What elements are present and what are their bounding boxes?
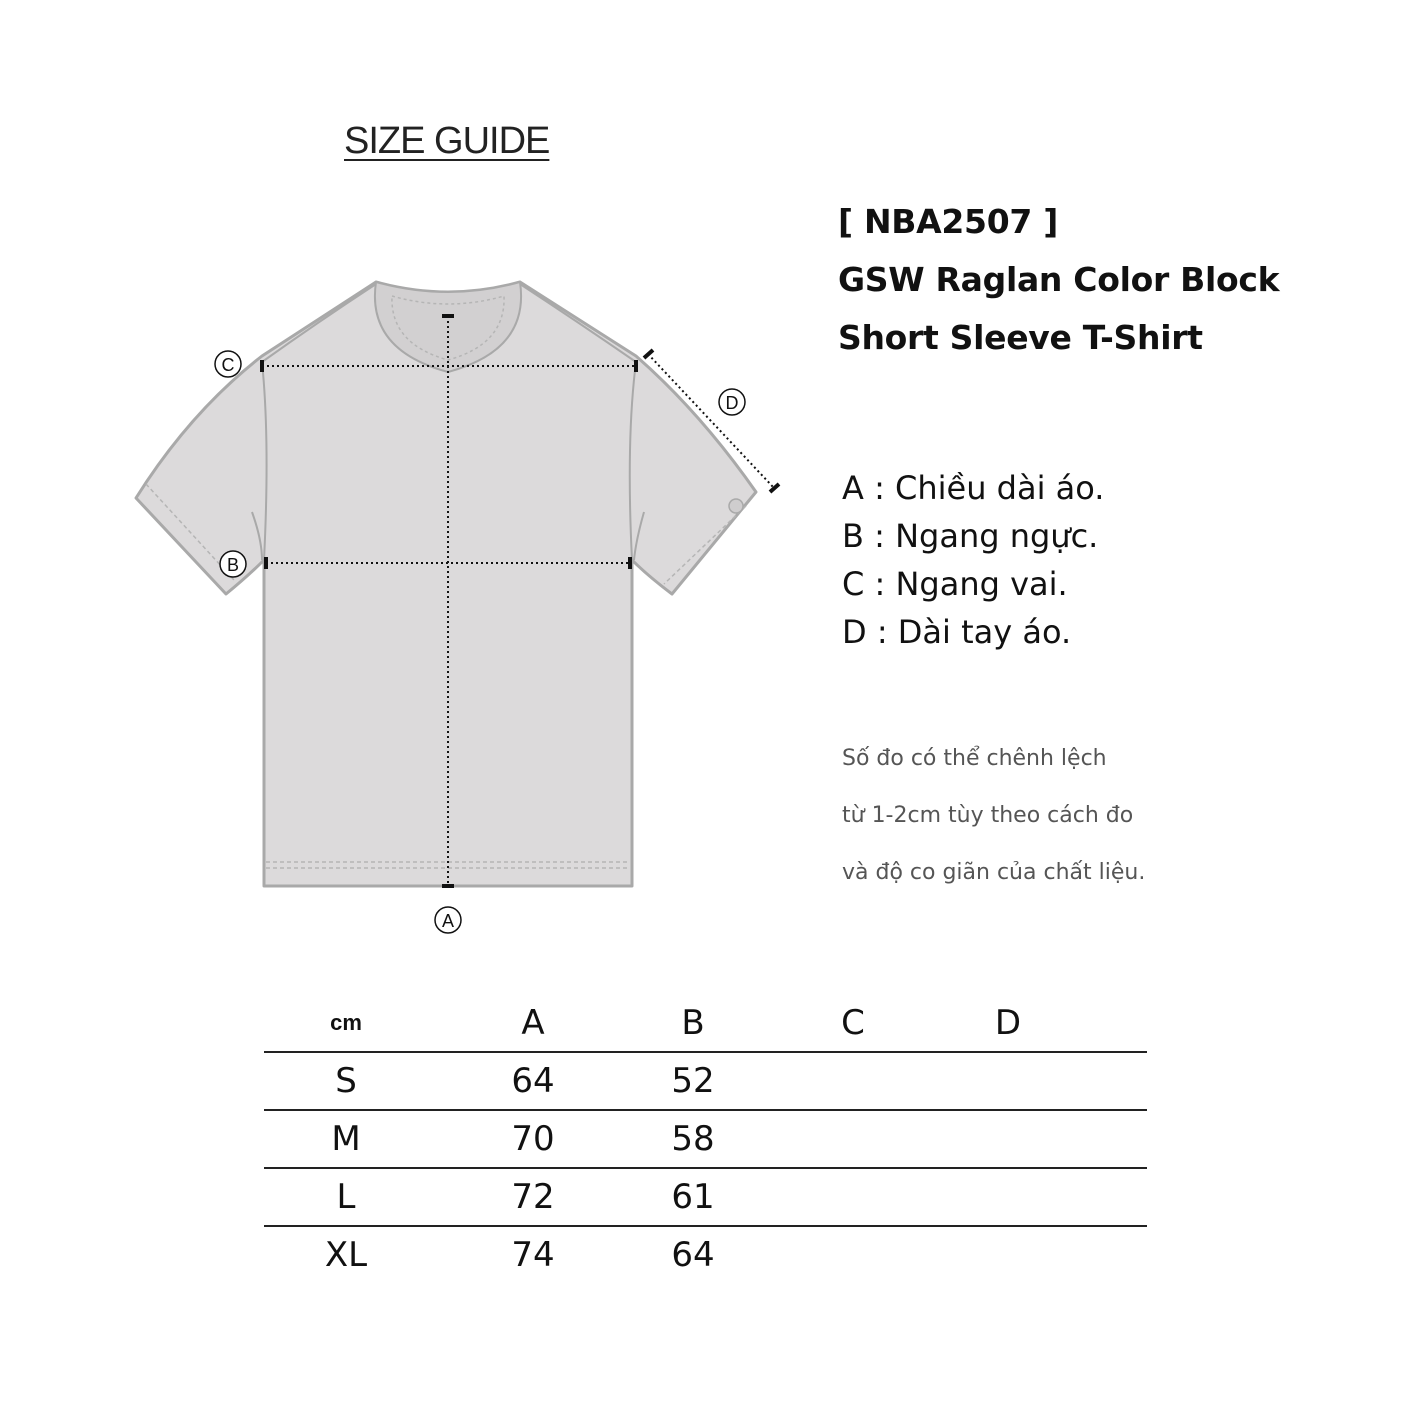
page-title: SIZE GUIDE xyxy=(344,120,550,162)
label-c-badge xyxy=(215,351,241,377)
product-info xyxy=(838,196,1279,370)
table-header-cell: D xyxy=(994,1003,1022,1043)
label-d: D xyxy=(725,393,739,413)
label-c: C xyxy=(221,355,235,375)
table-cell: 72 xyxy=(511,1177,555,1217)
table-cell: 64 xyxy=(671,1235,715,1275)
label-b: B xyxy=(226,555,240,575)
label-a: A xyxy=(441,911,455,931)
legend-item-c: C : Ngang vai. xyxy=(842,565,1068,603)
table-cell: L xyxy=(336,1177,356,1217)
table-row xyxy=(264,1169,1147,1227)
table-cell: 58 xyxy=(671,1119,715,1159)
note-line-2: từ 1-2cm tùy theo cách đo xyxy=(842,803,1134,828)
table-header-cell: B xyxy=(681,1003,705,1043)
table-row xyxy=(264,1227,1147,1283)
table-header-row xyxy=(264,995,1147,1053)
note-line-3: và độ co giãn của chất liệu. xyxy=(842,860,1146,885)
product-name-line1: GSW Raglan Color Block xyxy=(838,260,1280,299)
table-header-cell: C xyxy=(841,1003,865,1043)
measurement-legend xyxy=(842,464,1104,656)
product-code: [ NBA2507 ] xyxy=(838,202,1058,241)
legend-item-a: A : Chiều dài áo. xyxy=(842,469,1105,507)
table-row xyxy=(264,1111,1147,1169)
table-header-cell: A xyxy=(521,1003,545,1043)
table-row xyxy=(264,1053,1147,1111)
table-cell: 70 xyxy=(511,1119,555,1159)
table-cell: 74 xyxy=(511,1235,555,1275)
measure-d-tick-top xyxy=(644,350,653,358)
table-cell: M xyxy=(331,1119,361,1159)
measurement-note xyxy=(842,740,1145,911)
label-a-badge xyxy=(435,907,461,933)
sleeve-patch-icon xyxy=(729,499,743,513)
table-cell: XL xyxy=(324,1235,368,1275)
table-cell: 64 xyxy=(511,1061,555,1101)
table-cell: 61 xyxy=(671,1177,715,1217)
label-b-badge xyxy=(220,551,246,577)
table-cell: 52 xyxy=(671,1061,715,1101)
size-table xyxy=(264,995,1147,1283)
note-line-1: Số đo có thể chênh lệch xyxy=(842,746,1107,771)
table-cell: S xyxy=(335,1061,357,1101)
product-name-line2: Short Sleeve T-Shirt xyxy=(838,318,1203,357)
legend-item-d: D : Dài tay áo. xyxy=(842,613,1072,651)
table-header-cell: cm xyxy=(330,1010,362,1035)
legend-item-b: B : Ngang ngực. xyxy=(842,517,1099,555)
label-d-badge xyxy=(719,389,745,415)
